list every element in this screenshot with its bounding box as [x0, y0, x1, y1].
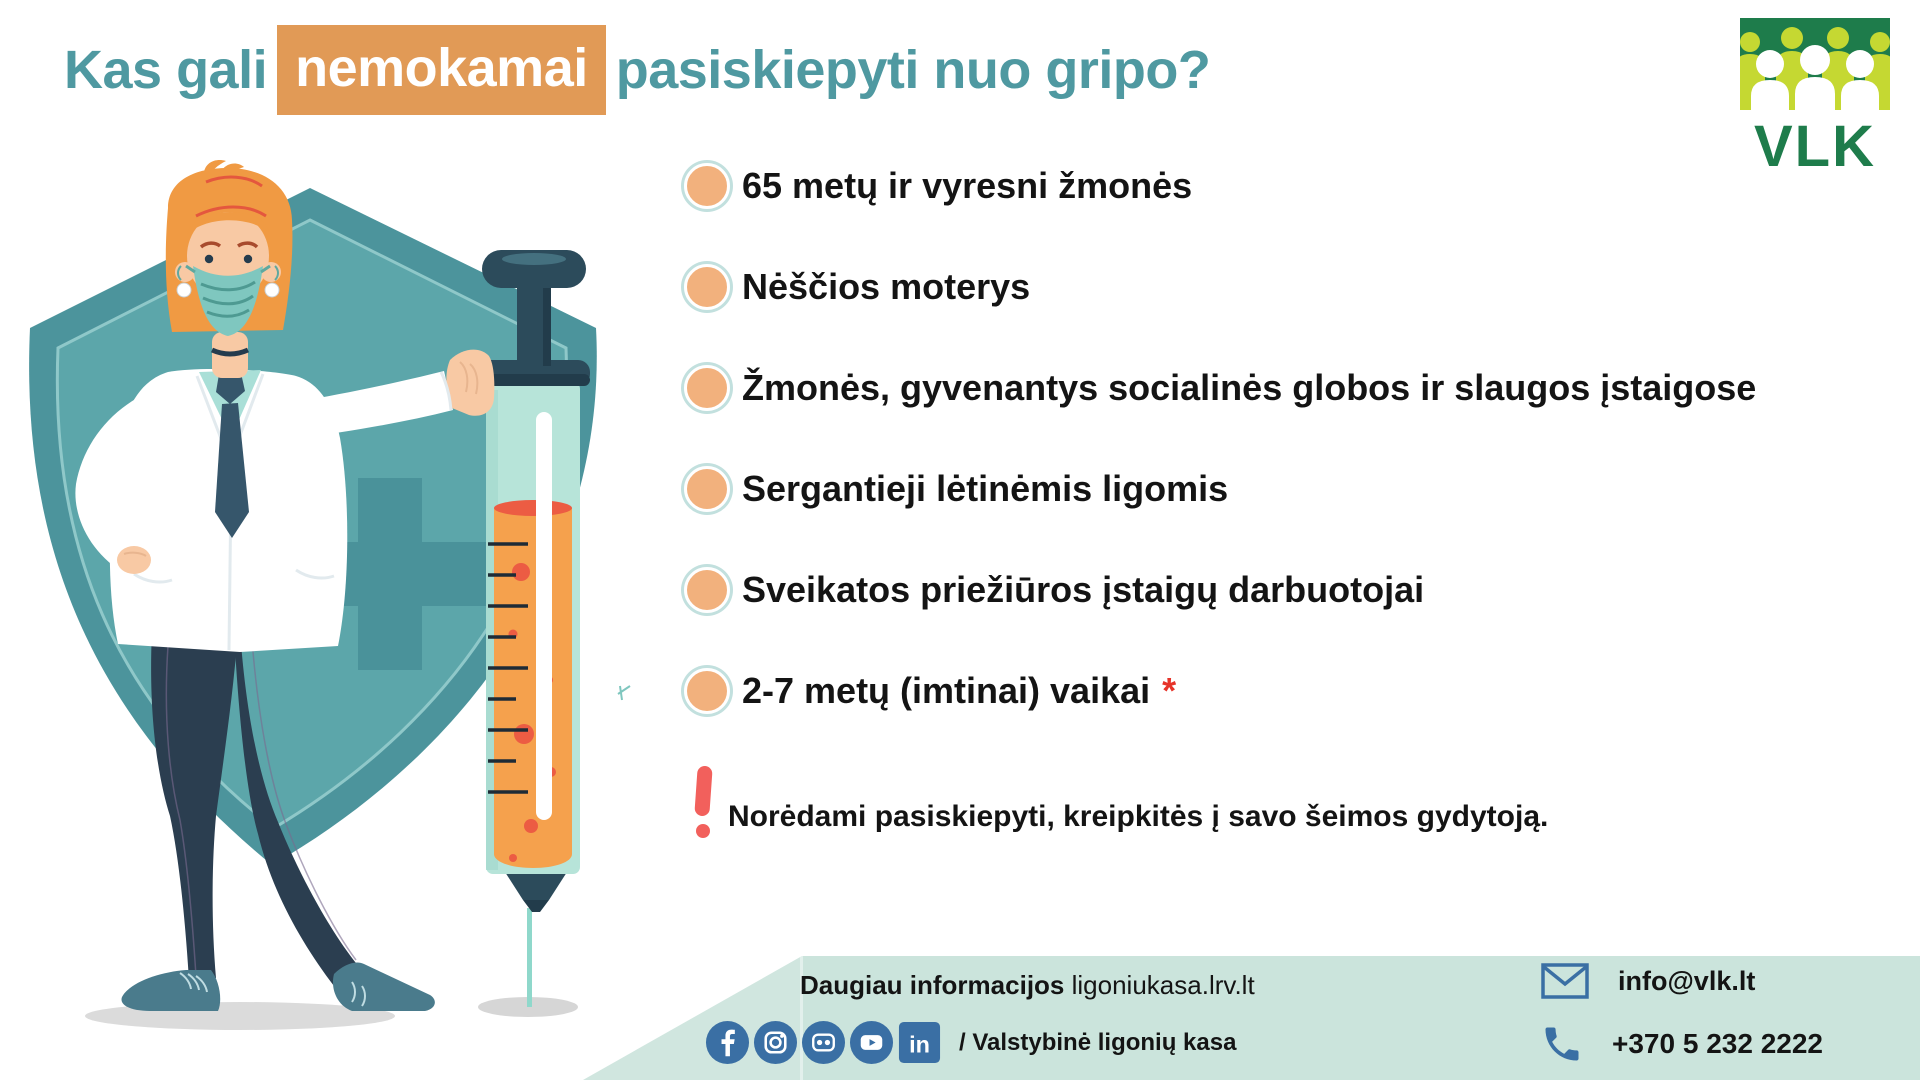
email-row	[1540, 962, 1755, 1000]
vlk-logo	[1738, 10, 1892, 172]
phone-icon	[1540, 1022, 1584, 1066]
bullet-dot-icon	[684, 264, 730, 310]
list-item	[684, 665, 1756, 717]
more-info-line	[800, 970, 1255, 1001]
note-text: Norėdami pasiskiepyti, kreipkitės į savo šeimos gydytoją.	[728, 800, 1549, 833]
flickr-icon[interactable]	[801, 1020, 846, 1065]
website-link[interactable]: ligoniukasa.lrv.lt	[1071, 970, 1255, 1000]
social-handle: / Valstybinė ligonių kasa	[959, 1028, 1237, 1056]
exclamation-icon	[690, 766, 720, 840]
item-label: 65 metų ir vyresni žmonės	[742, 165, 1193, 206]
title-pre: Kas gali	[64, 40, 268, 100]
list-item	[684, 160, 1756, 212]
phone-row	[1540, 1022, 1823, 1066]
bullet-dot-icon	[684, 668, 730, 714]
facebook-icon[interactable]	[705, 1020, 750, 1065]
title-highlight: nemokamai	[277, 25, 606, 115]
sparkle	[618, 686, 630, 700]
list-item	[684, 362, 1756, 414]
instagram-icon[interactable]	[753, 1020, 798, 1065]
youtube-icon[interactable]	[849, 1020, 894, 1065]
page-title	[64, 22, 1210, 118]
item-label: Žmonės, gyvenantys socialinės globos ir slaugos įstaigose	[742, 367, 1757, 408]
item-label: Sveikatos priežiūros įstaigų darbuotojai	[742, 569, 1425, 610]
more-info-label: Daugiau informacijos	[800, 970, 1065, 1000]
phone-text[interactable]: +370 5 232 2222	[1612, 1028, 1823, 1059]
bullet-dot-icon	[684, 163, 730, 209]
note	[690, 766, 1548, 840]
logo-text: VLK	[1754, 114, 1876, 172]
bullet-dot-icon	[684, 567, 730, 613]
item-label: 2-7 metų (imtinai) vaikai	[742, 670, 1151, 711]
doctor-syringe-illustration	[0, 160, 640, 1080]
email-icon	[1540, 962, 1590, 1000]
title-post: pasiskiepyti nuo gripo?	[615, 40, 1211, 100]
eligibility-list	[684, 160, 1756, 766]
asterisk: *	[1162, 670, 1177, 711]
social-row	[705, 1020, 1236, 1065]
item-label: Sergantieji lėtinėmis ligomis	[742, 468, 1229, 509]
bullet-dot-icon	[684, 466, 730, 512]
list-item	[684, 261, 1756, 313]
item-label: Nėščios moterys	[742, 266, 1031, 307]
social-icons	[705, 1020, 945, 1065]
list-item	[684, 463, 1756, 515]
logo-crowd-front	[1751, 45, 1879, 110]
bullet-dot-icon	[684, 365, 730, 411]
email-text[interactable]: info@vlk.lt	[1618, 965, 1756, 996]
syringe	[478, 250, 590, 1007]
linkedin-icon[interactable]	[897, 1020, 942, 1065]
list-item	[684, 564, 1756, 616]
doctor-hand	[446, 350, 494, 416]
svg-text:in: in	[909, 1031, 930, 1058]
